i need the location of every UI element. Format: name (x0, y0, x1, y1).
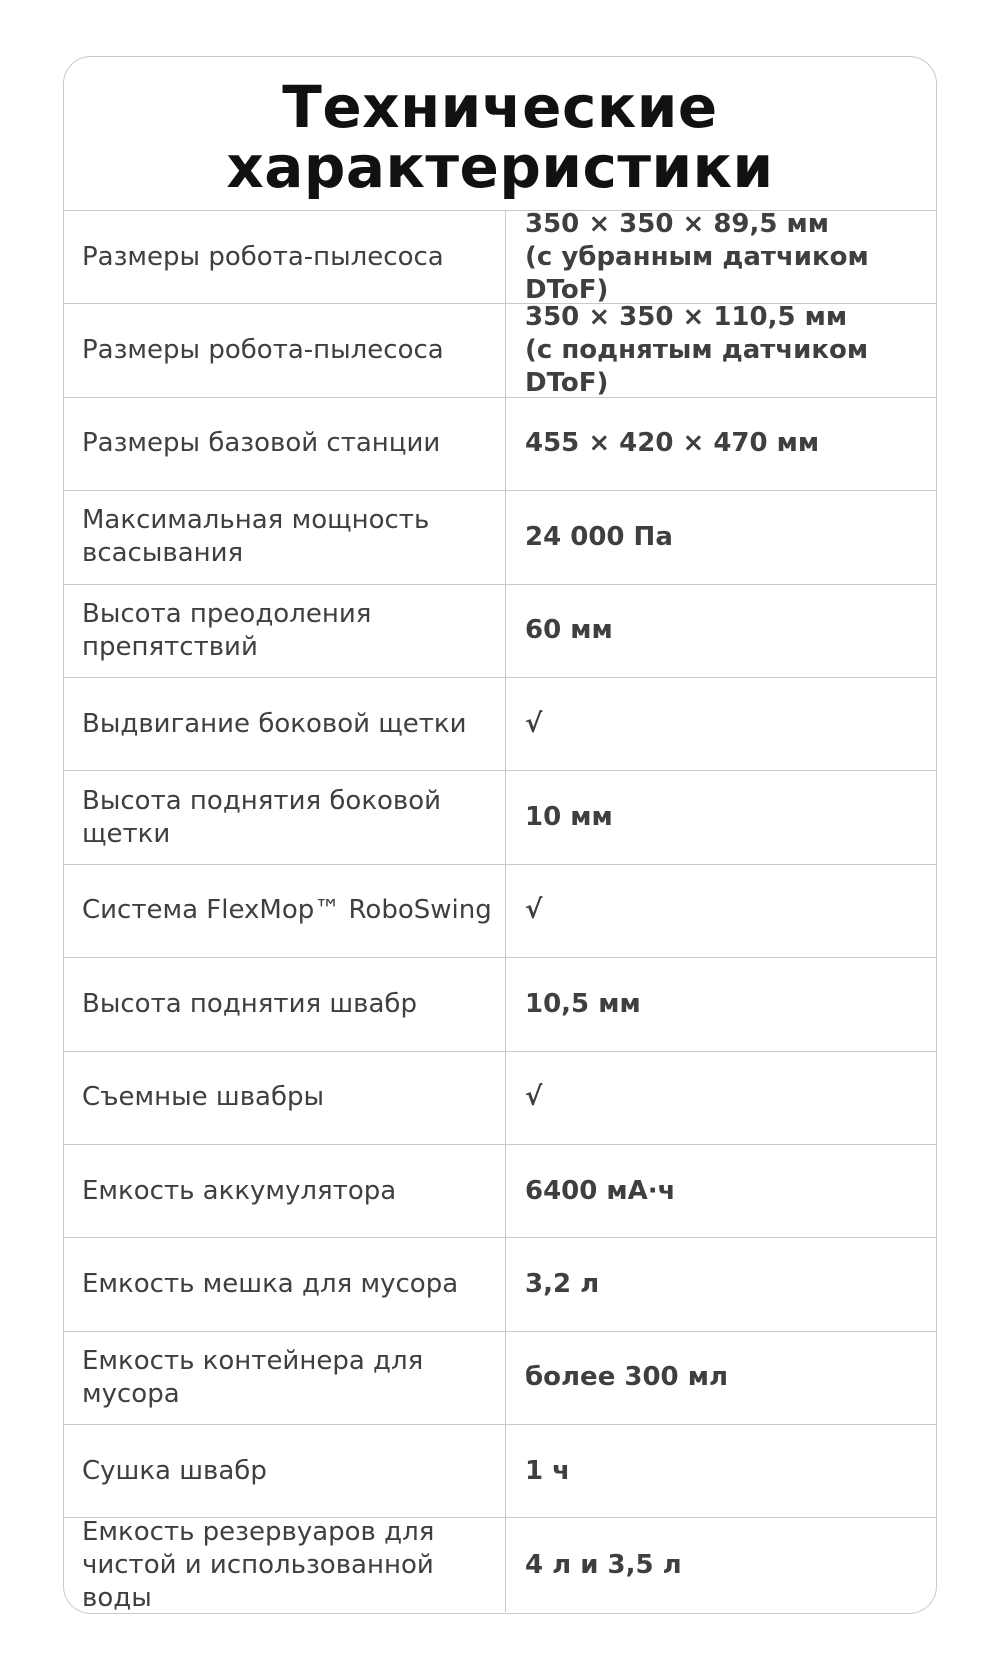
check-mark-icon: √ (525, 708, 543, 739)
spec-label: Размеры базовой станции (64, 398, 506, 490)
spec-row (64, 958, 936, 1051)
spec-row (64, 1238, 936, 1331)
spec-value: 455 × 420 × 470 мм (525, 428, 820, 459)
spec-row (64, 304, 936, 397)
spec-row (64, 1145, 936, 1238)
spec-value: 6400 мА·ч (525, 1175, 676, 1206)
spec-label: Высота преодоления препятствий (64, 585, 506, 677)
spec-value: 60 мм (525, 615, 613, 646)
spec-row (64, 491, 936, 584)
spec-value: более 300 мл (525, 1362, 728, 1393)
check-mark-icon: √ (525, 1082, 543, 1113)
spec-label: Высота поднятия швабр (64, 958, 506, 1050)
spec-card (63, 56, 937, 1614)
spec-row (64, 398, 936, 491)
spec-label: Выдвигание боковой щетки (64, 678, 506, 770)
spec-label: Система FlexMop™ RoboSwing (64, 865, 506, 957)
spec-label: Емкость мешка для мусора (64, 1238, 506, 1330)
spec-label: Сушка швабр (64, 1425, 506, 1517)
spec-label: Размеры робота-пылесоса (64, 211, 506, 303)
spec-label: Максимальная мощность всасывания (64, 491, 506, 583)
page-title: Технические характеристики (226, 72, 774, 201)
spec-row (64, 1052, 936, 1145)
spec-row (64, 1425, 936, 1518)
spec-value: 350 × 350 × 110,5 мм (с поднятым датчиком DToF) (525, 302, 869, 399)
spec-row (64, 865, 936, 958)
spec-value: 350 × 350 × 89,5 мм (с убранным датчиком DToF) (525, 208, 869, 305)
spec-label: Емкость резервуаров для чистой и использованной воды (64, 1518, 506, 1611)
spec-label: Высота поднятия боковой щетки (64, 771, 506, 863)
spec-table (64, 208, 936, 1613)
spec-row (64, 208, 936, 305)
spec-label: Емкость аккумулятора (64, 1145, 506, 1237)
spec-label: Емкость контейнера для мусора (64, 1332, 506, 1424)
spec-row (64, 678, 936, 771)
spec-value: 1 ч (525, 1455, 570, 1486)
spec-label: Размеры робота-пылесоса (64, 304, 506, 396)
check-mark-icon: √ (525, 895, 543, 926)
spec-label: Съемные швабры (64, 1052, 506, 1144)
spec-row (64, 1518, 936, 1611)
spec-value: 24 000 Па (525, 521, 673, 552)
spec-row (64, 1332, 936, 1425)
spec-row (64, 585, 936, 678)
card-header (64, 57, 936, 211)
spec-row (64, 771, 936, 864)
spec-value: 4 л и 3,5 л (525, 1549, 682, 1580)
spec-value: 3,2 л (525, 1268, 600, 1299)
spec-value: 10,5 мм (525, 988, 641, 1019)
spec-value: 10 мм (525, 802, 613, 833)
